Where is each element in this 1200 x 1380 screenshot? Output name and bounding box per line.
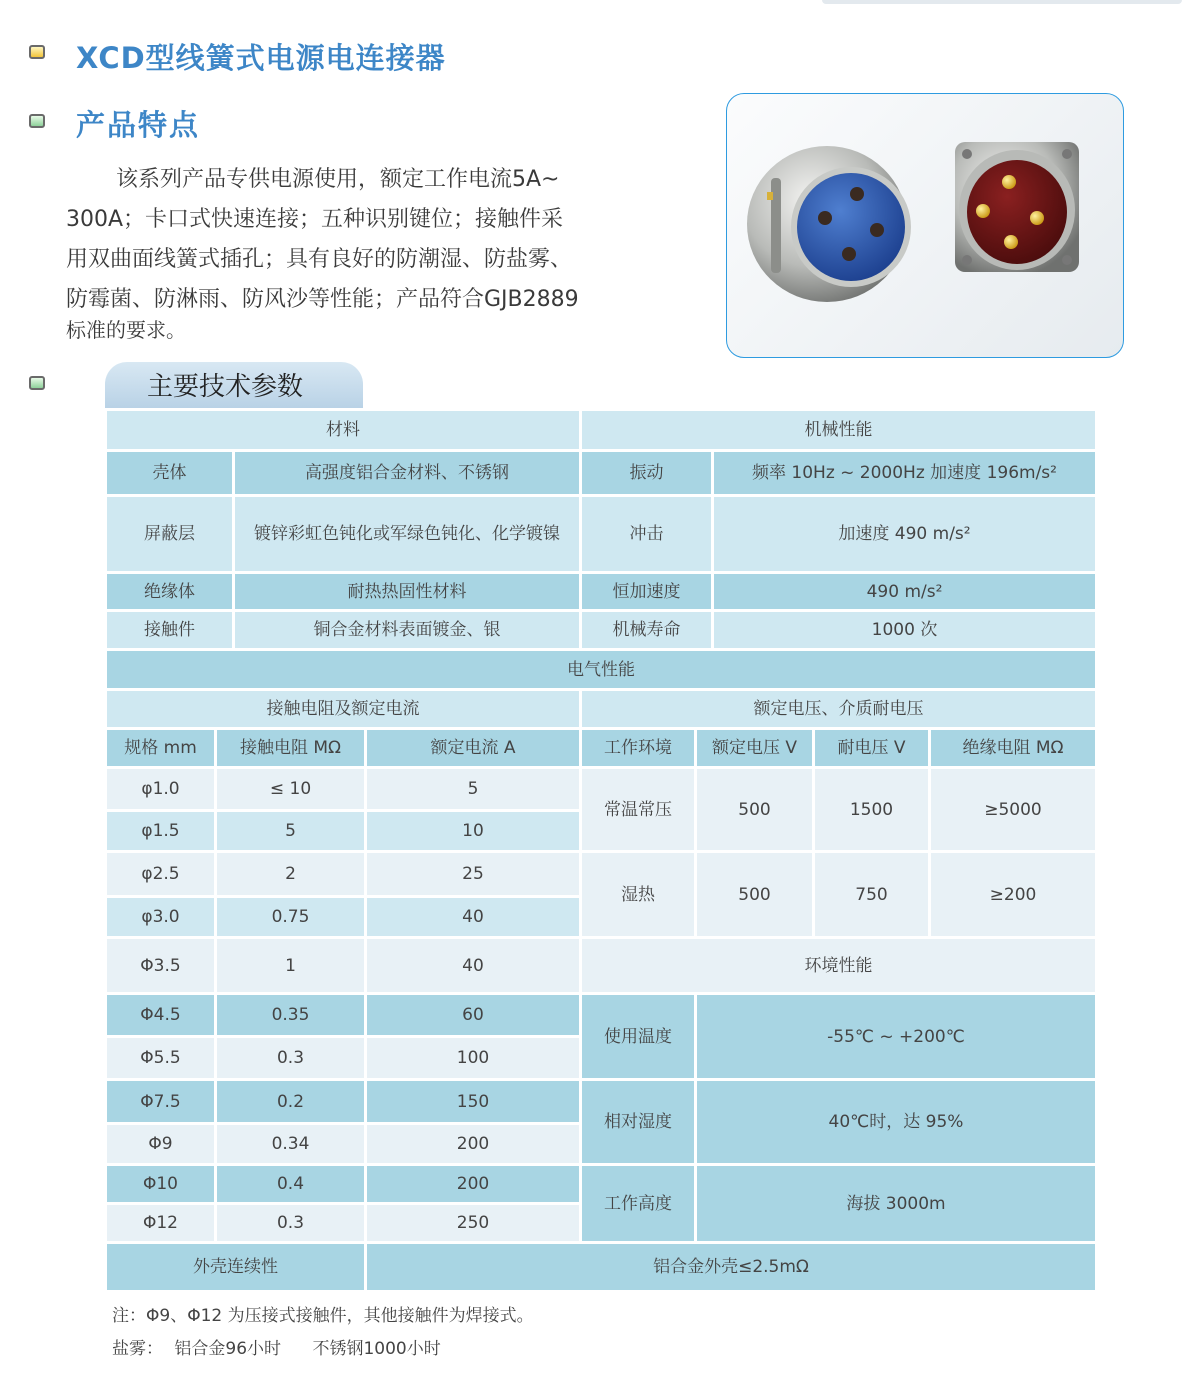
- contact-cell: ≤ 10: [217, 769, 364, 809]
- mechanical-value: 频率 10Hz ~ 2000Hz 加速度 196m/s²: [714, 452, 1095, 494]
- intro-line: 用双曲面线簧式插孔；具有良好的防潮湿、防盐雾、: [66, 247, 573, 272]
- electrical-header: 电气性能: [107, 651, 1095, 688]
- contact-cell: φ3.0: [107, 898, 214, 936]
- environment-name: 使用温度: [582, 995, 694, 1078]
- material-name: 壳体: [107, 452, 232, 494]
- contact-cell: 0.3: [217, 1038, 364, 1078]
- contact-cell: 150: [367, 1081, 579, 1122]
- contact-col-header: 接触电阻 MΩ: [217, 730, 364, 766]
- contact-cell: 0.34: [217, 1125, 364, 1163]
- features-bullet-icon: [29, 114, 45, 128]
- contact-cell: 5: [217, 812, 364, 850]
- left-connector-face: [797, 173, 905, 281]
- material-name: 接触件: [107, 612, 232, 648]
- intro-line: 标准的要求。: [66, 318, 186, 342]
- contact-cell: Φ9: [107, 1125, 214, 1163]
- material-value: 镀锌彩虹色钝化或军绿色钝化、化学镀镍: [235, 497, 579, 571]
- voltage-cell: 500: [697, 769, 812, 850]
- contact-col-header: 规格 mm: [107, 730, 214, 766]
- materials-header: 材料: [107, 411, 579, 449]
- contact-note: 注：Φ9、Φ12 为压接式接触件，其他接触件为焊接式。: [112, 1306, 534, 1326]
- intro-line: 该系列产品专供电源使用，额定工作电流5A~: [116, 167, 560, 192]
- mechanical-value: 1000 次: [714, 612, 1095, 648]
- specs-bullet-icon: [29, 376, 45, 390]
- continuity-label: 外壳连续性: [107, 1244, 364, 1290]
- mechanical-name: 机械寿命: [582, 612, 711, 648]
- specs-heading: 主要技术参数: [147, 372, 304, 402]
- voltage-cell: 1500: [815, 769, 928, 850]
- environment-value: -55℃ ~ +200℃: [697, 995, 1095, 1078]
- title-bullet-icon: [29, 45, 45, 59]
- voltage-cell: 常温常压: [582, 769, 694, 850]
- environment-name: 相对湿度: [582, 1081, 694, 1163]
- voltage-col-header: 耐电压 V: [815, 730, 928, 766]
- top-decoration-bar: [822, 0, 1182, 4]
- contact-cell: φ2.5: [107, 853, 214, 895]
- material-value: 耐热热固性材料: [235, 574, 579, 609]
- voltage-col-header: 绝缘电阻 MΩ: [931, 730, 1095, 766]
- connector-illustration: [727, 94, 1123, 357]
- features-heading: 产品特点: [76, 108, 201, 142]
- salt-spray-note: [112, 1334, 441, 1359]
- contact-cell: 0.75: [217, 898, 364, 936]
- contact-cell: 40: [367, 939, 579, 992]
- mechanical-value: 加速度 490 m/s²: [714, 497, 1095, 571]
- contact-cell: 60: [367, 995, 579, 1035]
- contact-cell: 0.35: [217, 995, 364, 1035]
- mechanical-header: 机械性能: [582, 411, 1095, 449]
- contact-cell: 0.4: [217, 1166, 364, 1202]
- contact-cell: Φ4.5: [107, 995, 214, 1035]
- contact-cell: 0.3: [217, 1205, 364, 1241]
- contact-cell: 2: [217, 853, 364, 895]
- material-name: 绝缘体: [107, 574, 232, 609]
- environment-header: 环境性能: [582, 939, 1095, 992]
- voltage-cell: 750: [815, 853, 928, 936]
- salt-stainless: 不锈钢1000小时: [312, 1339, 441, 1359]
- contact-cell: 1: [217, 939, 364, 992]
- specs-tab-header: [105, 362, 363, 408]
- intro-line: 防霉菌、防淋雨、防风沙等性能；产品符合GJB2889: [66, 287, 579, 312]
- contact-cell: 10: [367, 812, 579, 850]
- contact-header: 接触电阻及额定电流: [107, 691, 579, 727]
- mechanical-name: 冲击: [582, 497, 711, 571]
- mechanical-name: 振动: [582, 452, 711, 494]
- mechanical-value: 490 m/s²: [714, 574, 1095, 609]
- contact-cell: Φ10: [107, 1166, 214, 1202]
- environment-value: 40℃时，达 95%: [697, 1081, 1095, 1163]
- material-name: 屏蔽层: [107, 497, 232, 571]
- voltage-col-header: 额定电压 V: [697, 730, 812, 766]
- contact-cell: 25: [367, 853, 579, 895]
- contact-cell: 250: [367, 1205, 579, 1241]
- voltage-col-header: 工作环境: [582, 730, 694, 766]
- intro-line: 300A；卡口式快速连接；五种识别键位；接触件采: [66, 207, 564, 232]
- contact-cell: φ1.0: [107, 769, 214, 809]
- contact-cell: Φ7.5: [107, 1081, 214, 1122]
- voltage-header: 额定电压、介质耐电压: [582, 691, 1095, 727]
- contact-cell: 200: [367, 1166, 579, 1202]
- contact-cell: 100: [367, 1038, 579, 1078]
- voltage-cell: ≥200: [931, 853, 1095, 936]
- contact-cell: Φ12: [107, 1205, 214, 1241]
- contact-cell: 5: [367, 769, 579, 809]
- voltage-cell: 湿热: [582, 853, 694, 936]
- contact-cell: φ1.5: [107, 812, 214, 850]
- continuity-value: 铝合金外壳≤2.5mΩ: [367, 1244, 1095, 1290]
- environment-value: 海拔 3000m: [697, 1166, 1095, 1241]
- contact-cell: 40: [367, 898, 579, 936]
- voltage-cell: 500: [697, 853, 812, 936]
- salt-aluminum: 铝合金96小时: [174, 1339, 282, 1359]
- voltage-cell: ≥5000: [931, 769, 1095, 850]
- environment-name: 工作高度: [582, 1166, 694, 1241]
- page-title: XCD型线簧式电源电连接器: [76, 41, 446, 75]
- intro-paragraph: [66, 160, 666, 344]
- salt-label: 盐雾：: [112, 1339, 163, 1359]
- material-value: 铜合金材料表面镀金、银: [235, 612, 579, 648]
- contact-cell: 0.2: [217, 1081, 364, 1122]
- contact-cell: Φ3.5: [107, 939, 214, 992]
- product-photo: [726, 93, 1124, 358]
- material-value: 高强度铝合金材料、不锈钢: [235, 452, 579, 494]
- contact-cell: 200: [367, 1125, 579, 1163]
- contact-cell: Φ5.5: [107, 1038, 214, 1078]
- contact-col-header: 额定电流 A: [367, 730, 579, 766]
- mechanical-name: 恒加速度: [582, 574, 711, 609]
